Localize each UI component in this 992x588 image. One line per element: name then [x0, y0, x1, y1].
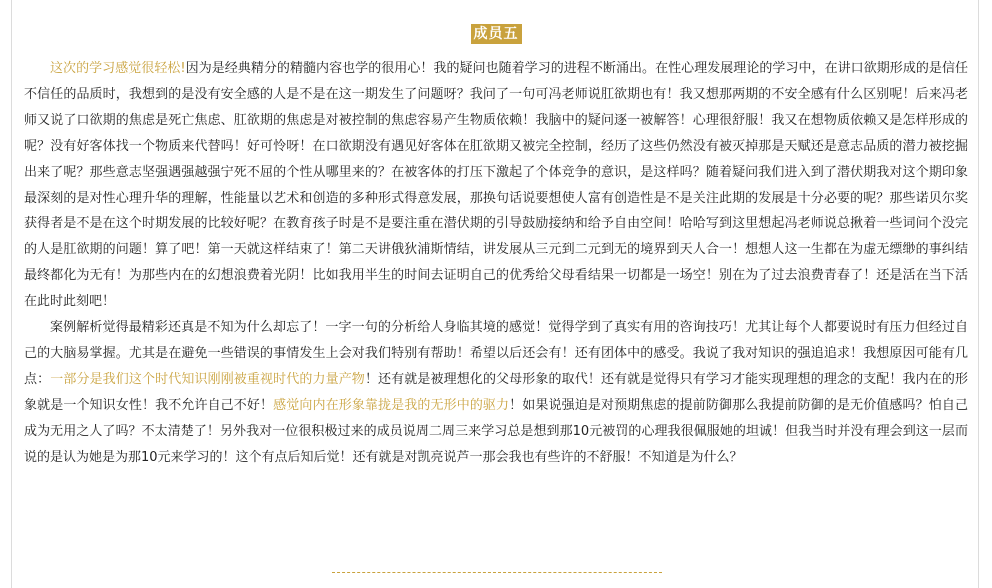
highlight-text: 这次的学习感觉很轻松!: [50, 61, 186, 76]
section-divider: [332, 572, 662, 573]
body-text: 因为是经典精分的精髓内容也学的很用心！我的疑问也随着学习的进程不断涌出。在性心理发展理论的学习中，在讲口欲期形成的是信任不信任的品质时，我想到的是没有安全感的人是不是在这一期发生了问题呀？我问了一句可冯老师说肛欲期也有！我又想那两期的不安全感有什么区别呢！后来冯老师又说了口欲期的焦虑是死亡焦虑、肛欲期的焦虑是对被控制的焦虑容易产生物质依赖！我脑中的疑问逐一被解答！心理很舒服！我又在想物质依赖又是怎样形成的呢？没有好客体找一个物质来代替吗！好可怜呀！在口欲期没有遇见好客体在肛欲期又被完全控制，经历了这些仍然没有被灭掉那是天赋还是意志品质的潜力被挖掘出来了呢？那些意志坚强遇强越强宁死不屈的个性从哪里来的？在被客体的打压下激起了个体竞争的意识，是这样吗？随着疑问我们进入到了潜伏期我对这个期印象最深刻的是对性心理升华的理解，性能量以艺术和创造的多种形式得意发展，那换句话说要想使人富有创造性是不是关注此期的发展是十分必要的呢？那些诺贝尔奖获得者是不是在这个时期发展的比较好呢？在教育孩子时是不是要注重在潜伏期的引导鼓励接纳和给予自由空间！哈哈写到这里想起冯老师说总揪着一些词问个没完的人是肛欲期的问题！算了吧！第一天就这样结束了！第二天讲俄狄浦斯情结，讲发展从三元到二元到无的境界到天人合一！想想人这一生都在为虚无缥缈的事纠结最终都化为无有！为那些内在的幻想浪费着光阴！比如我用半生的时间去证明自己的优秀给父母看结果一切都是一场空！别在为了过去浪费青春了！还是活在当下活在此时此刻吧！: [24, 61, 968, 310]
paragraph-2: [24, 315, 968, 470]
title-wrap: [12, 23, 980, 44]
highlight-text: 感觉向内在形象靠拢是我的无形中的驱力: [273, 397, 510, 413]
article-frame: [11, 0, 979, 588]
article-body: [24, 56, 968, 471]
body-text: ！如果说强迫是对预期焦虑的提前防御那么我提前防御的是无价值感吗？怕自己成为无用之人了吗？不太清楚了！另外我对一位很积极过来的成员说周二周三来学习总是想到那10元被罚的心理我很佩服她的坦诚！但我当时并没有理会到这一层而说的是认为她是为那10元来学习的！这个有点后知后觉！还有就是对凯亮说芦一那会我也有些许的不舒服！不知道是为什么？: [24, 397, 968, 465]
section-title: 成员五: [471, 24, 522, 44]
paragraph-1: [24, 56, 968, 315]
body-text: ！还有就是被理想化的父母形象的取代！还有就是觉得只有学习才能实现理想的理念的支配！我内在的形象就是一个知识女性！我不允许自己不好！: [24, 371, 968, 413]
highlight-text: 一部分是我们这个时代知识刚刚被重视时代的力量产物: [50, 371, 365, 387]
body-text: 案例解析觉得最精彩还真是不知为什么却忘了！一字一句的分析给人身临其境的感觉！觉得学到了真实有用的咨询技巧！尤其让每个人都要说时有压力但经过自己的大脑易掌握。尤其是在避免一些错误的事情发生上会对我们特别有帮助！希望以后还会有！还有团体中的感受。我说了我对知识的强追追求！我想原因可能有几点：: [24, 320, 968, 387]
